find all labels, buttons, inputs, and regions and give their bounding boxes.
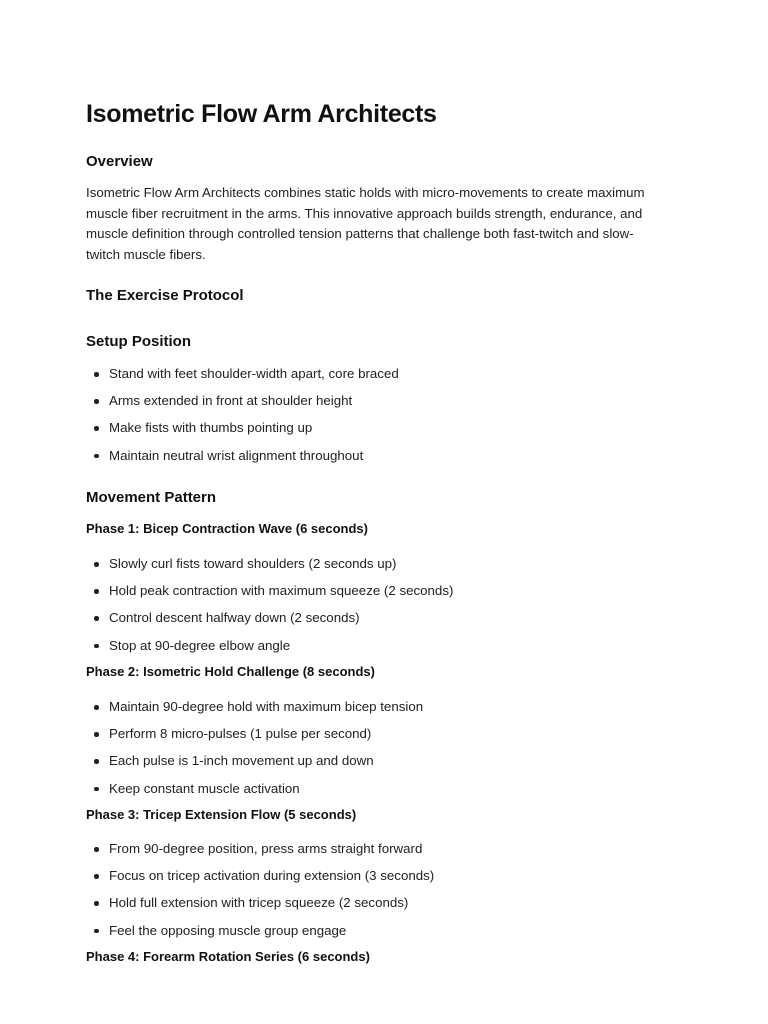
list-item-text: Stand with feet shoulder-width apart, core braced xyxy=(109,366,399,381)
bullet-icon xyxy=(94,787,99,792)
list-item xyxy=(86,725,686,752)
overview-line: twitch muscle fibers. xyxy=(86,246,206,262)
list-item xyxy=(86,392,686,419)
list-item xyxy=(86,867,686,894)
overview-line: Isometric Flow Arm Architects combines static holds with micro-movements to create maximum xyxy=(86,185,645,200)
overview-heading: Overview xyxy=(86,153,153,170)
phase-2-heading: Phase 2: Isometric Hold Challenge (8 seconds) xyxy=(86,664,375,679)
bullet-icon xyxy=(94,759,99,764)
list-item xyxy=(86,582,686,609)
bullet-icon xyxy=(94,901,99,906)
phase-1-heading: Phase 1: Bicep Contraction Wave (6 seconds) xyxy=(86,521,368,536)
bullet-icon xyxy=(94,874,99,879)
list-item xyxy=(86,609,686,636)
bullet-icon xyxy=(94,705,99,710)
phase-4-heading: Phase 4: Forearm Rotation Series (6 seconds) xyxy=(86,949,370,964)
phase-2-list xyxy=(86,698,686,807)
list-item-text: Feel the opposing muscle group engage xyxy=(109,922,347,938)
bullet-icon xyxy=(94,616,99,621)
list-item xyxy=(86,555,686,582)
list-item-text: Maintain neutral wrist alignment throughout xyxy=(109,447,364,463)
bullet-icon xyxy=(94,426,99,431)
bullet-icon xyxy=(94,372,99,377)
page-title: Isometric Flow Arm Architects xyxy=(86,100,437,128)
bullet-icon xyxy=(94,644,99,649)
list-item-text: Slowly curl fists toward shoulders (2 seconds up) xyxy=(109,556,397,571)
list-item xyxy=(86,922,686,949)
overview-paragraph xyxy=(86,183,682,265)
setup-list xyxy=(86,365,686,474)
list-item-text: Hold full extension with tricep squeeze (2 seconds) xyxy=(109,895,409,911)
list-item xyxy=(86,698,686,725)
list-item xyxy=(86,637,686,664)
list-item-text: Perform 8 micro-pulses (1 pulse per second) xyxy=(109,726,372,742)
phase-3-heading: Phase 3: Tricep Extension Flow (5 seconds) xyxy=(86,807,357,822)
bullet-icon xyxy=(94,562,99,567)
list-item-text: Maintain 90-degree hold with maximum bicep tension xyxy=(109,699,424,714)
list-item xyxy=(86,419,686,446)
list-item xyxy=(86,365,686,392)
list-item xyxy=(86,447,686,474)
overview-line: muscle definition through controlled tension patterns that challenge both fast-twitch and slow- xyxy=(86,226,634,242)
bullet-icon xyxy=(94,847,99,852)
list-item xyxy=(86,780,686,807)
list-item-text: Arms extended in front at shoulder height xyxy=(109,393,353,409)
bullet-icon xyxy=(94,454,99,459)
bullet-icon xyxy=(94,929,99,934)
list-item-text: Control descent halfway down (2 seconds) xyxy=(109,610,360,626)
list-item xyxy=(86,894,686,921)
phase-1-list xyxy=(86,555,686,664)
list-item-text: Focus on tricep activation during extension (3 seconds) xyxy=(109,868,435,884)
list-item-text: Each pulse is 1-inch movement up and down xyxy=(109,753,374,769)
overview-line: muscle fiber recruitment in the arms. This innovative approach builds strength, endurance, and xyxy=(86,205,643,221)
list-item-text: Hold peak contraction with maximum squeeze (2 seconds) xyxy=(109,583,454,599)
movement-heading: Movement Pattern xyxy=(86,489,217,506)
bullet-icon xyxy=(94,732,99,737)
list-item-text: Make fists with thumbs pointing up xyxy=(109,420,313,436)
bullet-icon xyxy=(94,399,99,404)
list-item xyxy=(86,840,686,867)
list-item-text: From 90-degree position, press arms straight forward xyxy=(109,841,423,856)
protocol-heading: The Exercise Protocol xyxy=(86,287,244,304)
list-item-text: Keep constant muscle activation xyxy=(109,780,300,796)
list-item xyxy=(86,752,686,779)
bullet-icon xyxy=(94,589,99,594)
phase-3-list xyxy=(86,840,686,949)
setup-heading: Setup Position xyxy=(86,333,191,350)
list-item-text: Stop at 90-degree elbow angle xyxy=(109,637,291,653)
